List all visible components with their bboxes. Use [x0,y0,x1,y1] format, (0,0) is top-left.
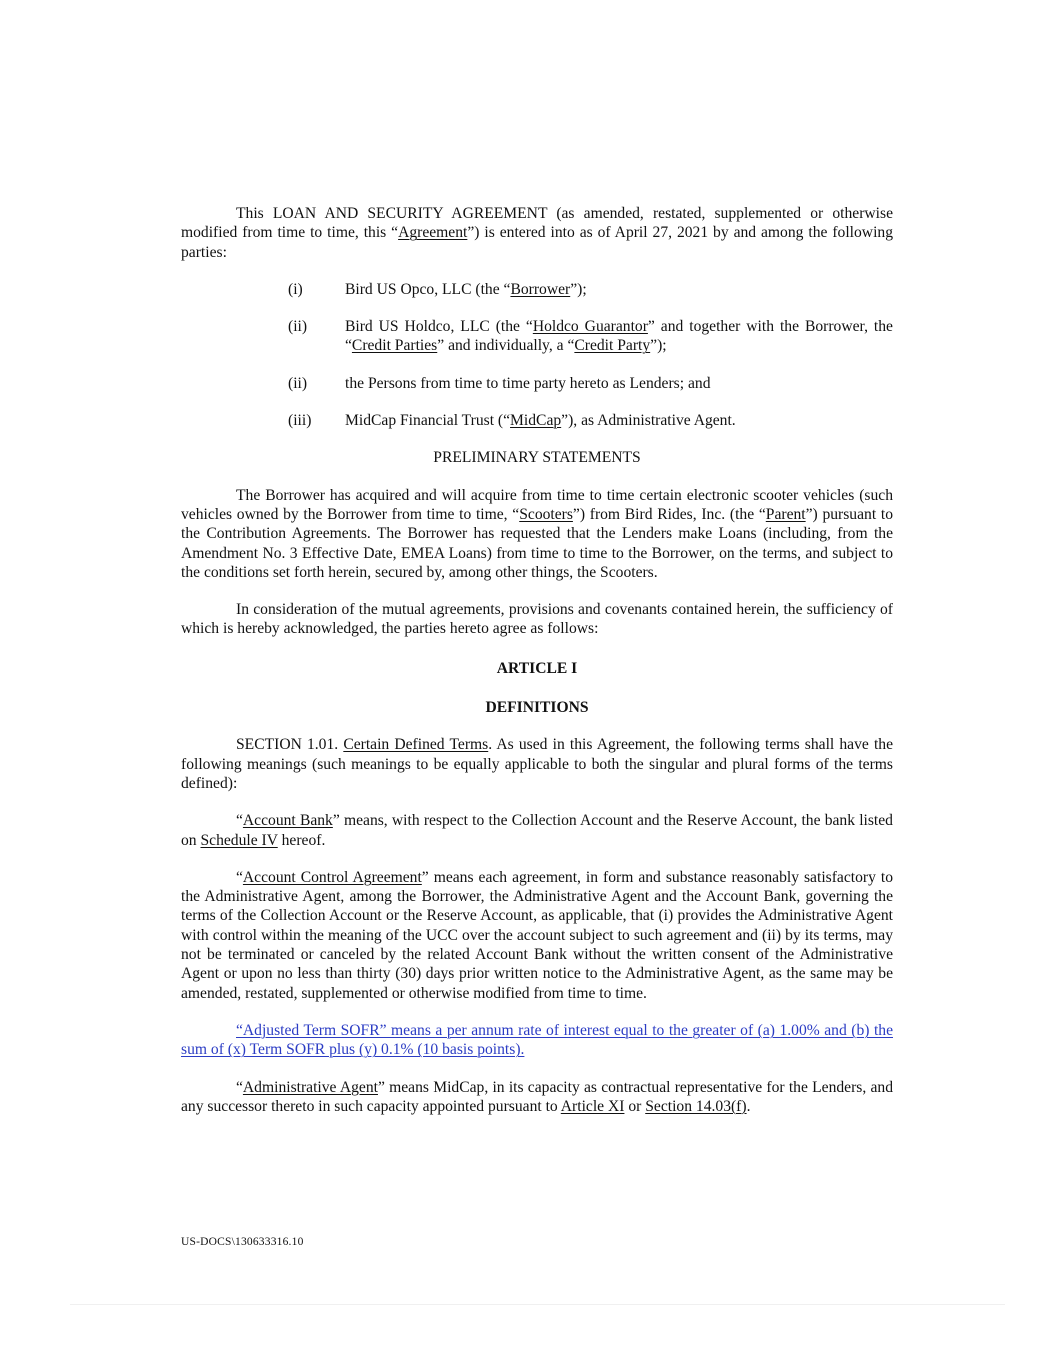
party-number: (ii) [288,318,308,336]
definitions-heading: DEFINITIONS [485,699,589,717]
party-text: MidCap Financial Trust (“MidCap”), as Administrative Agent. [345,412,736,430]
party-text: Bird US Opco, LLC (the “Borrower”); [345,280,587,298]
defined-term-holdco-guarantor: Holdco Guarantor [532,318,648,336]
section-reference: Section 14.03(f) [645,1097,747,1115]
preliminary-statements-heading: PRELIMINARY STATEMENTS [433,449,641,467]
definition-adjusted-term-sofr [181,1021,893,1060]
document-footer-id: US-DOCS\130633316.10 [181,1236,304,1248]
preliminary-paragraph: The Borrower has acquired and will acquire from time to time certain electronic scooter vehicles (such vehicles owned by the Borrower from time to time, “Scooters”) from Bird Rides, Inc. (the “Parent”) pursuant to the Contribution Agreements. The Borrower has requested that the Lenders make Loans (including, from the Amendment No. 3 Effective Date, EMEA Loans) from time to time to the Borrower, on the terms, and subject to the conditions set forth herein, secured by, among other things, the Scooters. [181,486,894,581]
party-item [288,317,893,356]
party-item [288,411,893,430]
definition-account-control-agreement: “Account Control Agreement” means each agreement, in form and substance reasonably satisfactory to the Administrative Agent, among the Borrower, the Administrative Agent and the Account Bank, governing the terms of the Collection Account or the Reserve Account, as applicable, that (i) provides the Administrative Agent with control within the meaning of the UCC over the account subject to such agreement and (ii) by its terms, may not be terminated or canceled by the related Account Bank without the written consent of the Administrative Agent or upon no less than thirty (30) days prior written notice to the Administrative Agent, as the same may be amended, restated, supplemented or otherwise modified from time to time. [181,868,893,1002]
document-body [181,204,893,1116]
article-reference: Article XI [560,1097,625,1115]
defined-term-credit-party: Credit Party [574,337,651,355]
definition-account-bank: “Account Bank” means, with respect to the Collection Account and the Reserve Account, the bank listed on Schedule IV hereof. [181,812,893,849]
party-item [288,280,893,299]
party-number: (ii) [288,374,308,392]
defined-term-scooters: Scooters [519,505,573,523]
defined-term-parent: Parent [765,505,806,523]
defined-term-credit-parties: Credit Parties [351,337,438,355]
section-title: Certain Defined Terms [343,736,489,754]
definition-administrative-agent: “Administrative Agent” means MidCap, in its capacity as contractual representative for the Lenders, and any successor thereto in such capacity appointed pursuant to Article XI or Section 14.03(f). [181,1078,893,1115]
section-1-01-paragraph: SECTION 1.01. Certain Defined Terms. As used in this Agreement, the following terms shall have the following meanings (such meanings to be equally applicable to both the singular and plural forms of the terms defined): [181,736,894,792]
party-text: Bird US Holdco, LLC (the “Holdco Guarantor” and together with the Borrower, the “Credit Parties” and individually, a “Credit Party”); [345,318,893,355]
defined-term-agreement: Agreement [398,224,468,242]
party-number: (i) [288,280,303,298]
defined-term-midcap: MidCap [510,412,562,430]
defined-term-administrative-agent: Administrative Agent [242,1078,378,1096]
party-item [288,374,893,393]
defined-term-account-control-agreement: Account Control Agreement [242,868,422,886]
intro-paragraph: This LOAN AND SECURITY AGREEMENT (as amended, restated, supplemented or otherwise modified from time to time, this “Agreement”) is entered into as of April 27, 2021 by and among the following parties: [181,205,893,261]
page-bottom-divider [70,1304,1005,1305]
consideration-paragraph: In consideration of the mutual agreements, provisions and covenants contained herein, the sufficiency of which is hereby acknowledged, the parties hereto agree as follows: [181,601,893,638]
inserted-definition-text: “Adjusted Term SOFR” means a per annum rate of interest equal to the greater of (a) 1.00% and (b) the sum of (x) Term SOFR plus (y) 0.1% (10 basis points). [181,1021,893,1059]
article-heading: ARTICLE I [496,659,578,677]
defined-term-borrower: Borrower [510,280,571,298]
defined-term-account-bank: Account Bank [242,812,333,830]
schedule-reference: Schedule IV [200,831,278,849]
party-text: the Persons from time to time party hereto as Lenders; and [345,374,711,392]
party-number: (iii) [288,412,312,430]
